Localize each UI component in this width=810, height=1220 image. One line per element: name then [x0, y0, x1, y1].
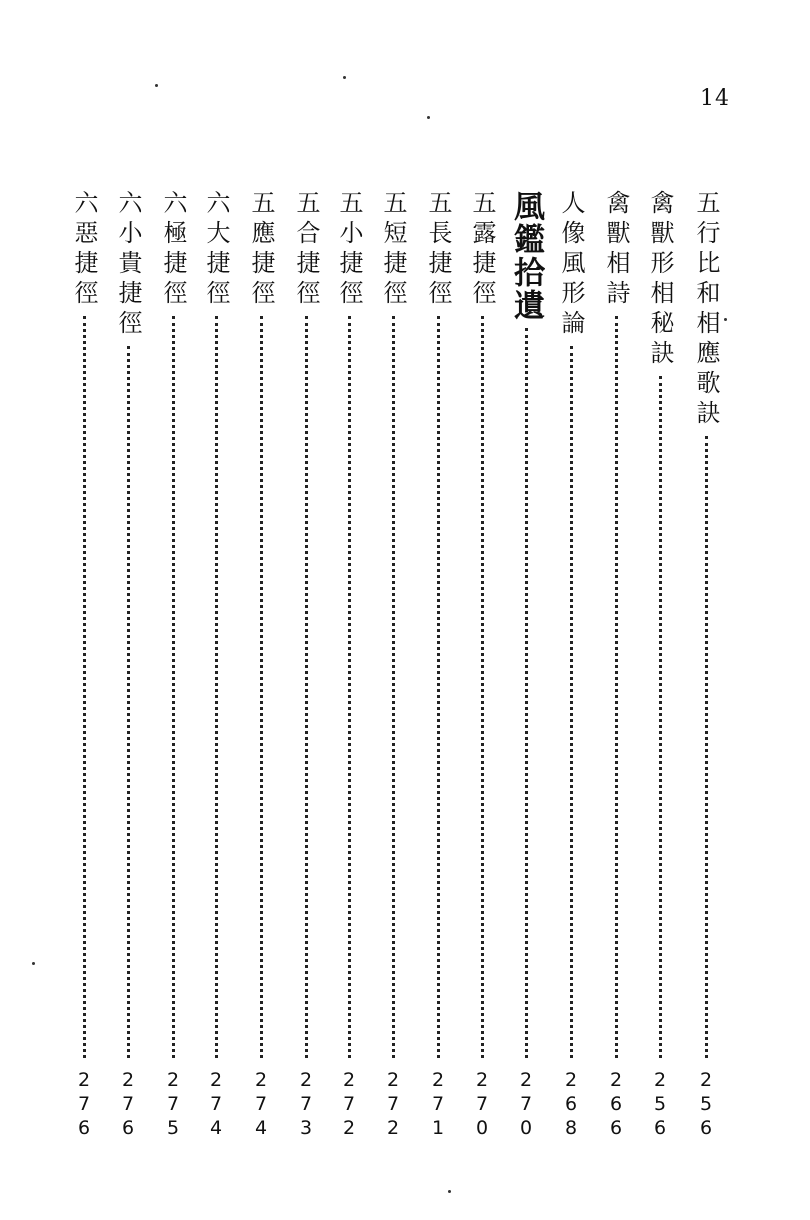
toc-entry	[288, 190, 324, 1140]
toc-entry-title: 六惡捷徑	[70, 190, 98, 310]
toc-entry	[420, 190, 456, 1140]
dot-leader	[570, 346, 573, 1058]
toc-entry-page: 2 7 2	[342, 1069, 356, 1139]
toc-entry-title: 五行比和相應歌訣	[692, 190, 720, 430]
dot-leader	[392, 316, 395, 1058]
dot-leader	[305, 316, 308, 1058]
toc-entry-title: 六大捷徑	[202, 190, 230, 310]
print-speck	[32, 962, 35, 965]
print-speck	[427, 116, 430, 119]
toc-entry-title: 五短捷徑	[379, 190, 407, 310]
toc-entry	[375, 190, 411, 1140]
toc-entry-page: 2 6 8	[564, 1069, 578, 1139]
dot-leader	[615, 316, 618, 1058]
dot-leader	[659, 376, 662, 1058]
print-speck	[155, 84, 158, 87]
toc-entry	[66, 190, 102, 1140]
toc-entry-page: 2 5 6	[699, 1069, 713, 1139]
toc-entry	[110, 190, 146, 1140]
dot-leader	[481, 316, 484, 1058]
toc-entry-title: 禽獸相詩	[602, 190, 630, 310]
dot-leader	[172, 316, 175, 1058]
print-speck	[448, 1190, 451, 1193]
dot-leader	[215, 316, 218, 1058]
toc-entry	[464, 190, 500, 1140]
dot-leader	[525, 328, 528, 1058]
page-number: 14	[700, 86, 730, 111]
toc-entry-page: 2 7 6	[121, 1069, 135, 1139]
toc-entry-title: 六極捷徑	[159, 190, 187, 310]
toc-entry-title: 五長捷徑	[424, 190, 452, 310]
toc-entry-title: 五露捷徑	[468, 190, 496, 310]
toc-entry-title: 五應捷徑	[247, 190, 275, 310]
toc-entry	[553, 190, 589, 1140]
toc-entry	[598, 190, 634, 1140]
toc-entry-title: 五合捷徑	[292, 190, 320, 310]
toc-entry-page: 2 7 2	[386, 1069, 400, 1139]
dot-leader	[437, 316, 440, 1058]
toc-entry	[155, 190, 191, 1140]
toc-entry-page: 2 5 6	[653, 1069, 667, 1139]
toc-entry-page: 2 7 4	[254, 1069, 268, 1139]
dot-leader	[127, 346, 130, 1058]
toc-entry	[642, 190, 678, 1140]
toc-entry	[243, 190, 279, 1140]
toc-entry-page: 2 7 0	[475, 1069, 489, 1139]
toc-entry-title: 禽獸形相秘訣	[646, 190, 674, 370]
toc-entry-title: 風鑑拾遺	[508, 190, 544, 322]
print-speck	[343, 76, 346, 79]
print-speck	[724, 318, 727, 321]
toc-entry-title: 五小捷徑	[335, 190, 363, 310]
toc-entry-page: 2 7 3	[299, 1069, 313, 1139]
toc-entry-page: 2 7 1	[431, 1069, 445, 1139]
toc-entry	[198, 190, 234, 1140]
toc-entry-page: 2 6 6	[609, 1069, 623, 1139]
toc-entry	[688, 190, 724, 1140]
dot-leader	[705, 436, 708, 1058]
toc-entry-title: 六小貴捷徑	[114, 190, 142, 340]
toc-entry	[331, 190, 367, 1140]
dot-leader	[348, 316, 351, 1058]
toc-entry-page: 2 7 5	[166, 1069, 180, 1139]
dot-leader	[260, 316, 263, 1058]
toc-entry-title: 人像風形論	[557, 190, 585, 340]
toc-section-heading	[508, 190, 544, 1140]
dot-leader	[83, 316, 86, 1058]
toc-entry-page: 2 7 6	[77, 1069, 91, 1139]
toc-entry-page: 2 7 4	[209, 1069, 223, 1139]
toc-entry-page: 2 7 0	[519, 1069, 533, 1139]
